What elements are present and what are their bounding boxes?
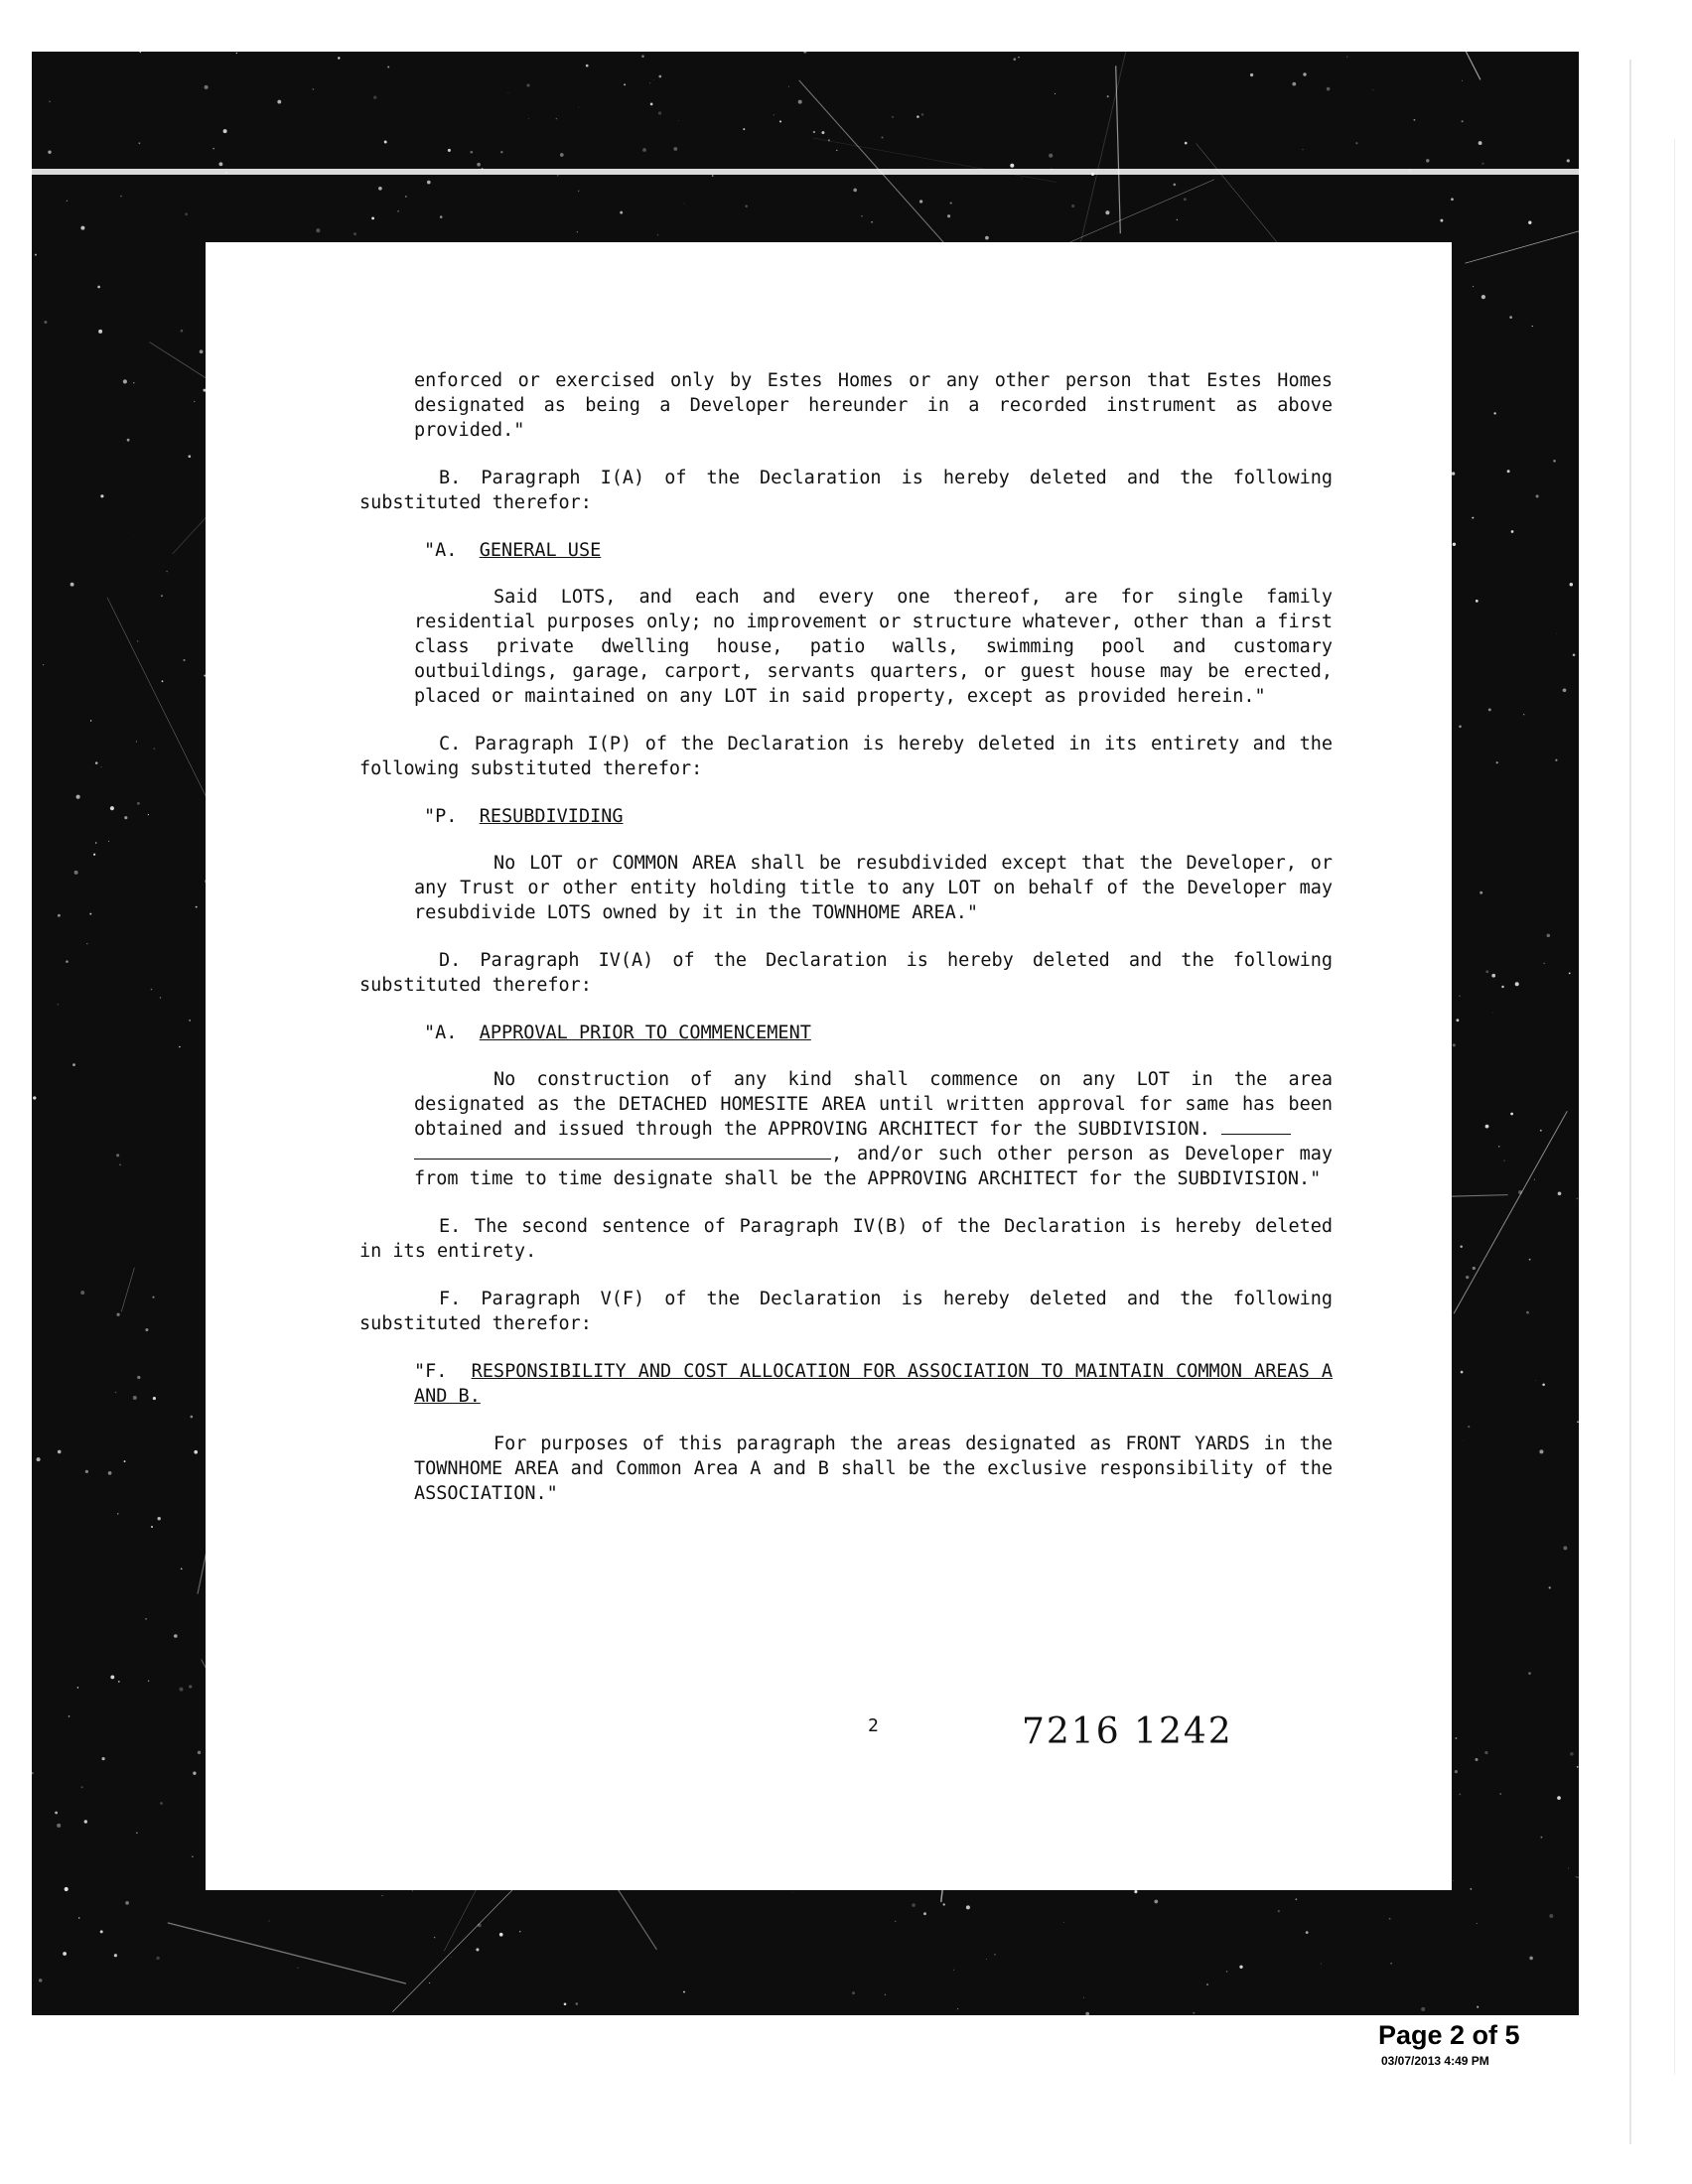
paragraph-d: D. Paragraph IV(A) of the Declaration is hereby deleted and the following substituted therefor: <box>359 950 1333 996</box>
blank-line <box>1221 1118 1291 1135</box>
print-timestamp: 03/07/2013 4:49 PM <box>1381 2054 1489 2068</box>
paragraph-b: B. Paragraph I(A) of the Declaration is hereby deleted and the following substituted therefor: <box>359 468 1333 513</box>
heading-resubdividing <box>359 804 1333 829</box>
document-page <box>206 242 1452 1890</box>
paragraph-f: F. Paragraph V(F) of the Declaration is hereby deleted and the following substituted therefor: <box>359 1289 1333 1334</box>
general-use-text: Said LOTS, and each and every one thereof, are for single family residential purposes only; no improvement or structure whatever, other than a first class private dwelling house, patio walls, swimming pool and customary outbuildings, garage, carport, servants quarters, or guest house may be erected, placed or maintained on any LOT in said property, except as provided herein." <box>414 587 1333 707</box>
heading-title: RESUBDIVIDING <box>479 806 624 827</box>
scan-edge-line <box>1674 139 1675 2075</box>
blank-line <box>414 1143 831 1160</box>
heading-prefix: "F. <box>414 1361 448 1382</box>
heading-general-use <box>359 538 1333 563</box>
heading-title: GENERAL USE <box>479 540 602 561</box>
approval-text-part3: Developer may from time to time designate shall be the APPROVING ARCHITECT for the SUBDIVISION." <box>414 1144 1333 1189</box>
scanned-page-frame <box>32 52 1579 2015</box>
heading-title: APPROVAL PRIOR TO COMMENCEMENT <box>479 1023 811 1043</box>
responsibility-text: For purposes of this paragraph the areas designated as FRONT YARDS in the TOWNHOME AREA and Common Area A and B shall be the exclusive responsibility of the ASSOCIATION." <box>414 1433 1333 1504</box>
heading-title: RESPONSIBILITY AND COST ALLOCATION FOR ASSOCIATION TO MAINTAIN COMMON AREAS A AND B. <box>414 1361 1334 1407</box>
heading-approval <box>359 1021 1333 1045</box>
heading-prefix: "P. <box>424 806 458 827</box>
paragraph-c: C. Paragraph I(P) of the Declaration is hereby deleted in its entirety and the following substituted therefor: <box>359 734 1333 779</box>
approval-text <box>359 1067 1333 1191</box>
resubdividing-text: No LOT or COMMON AREA shall be resubdivided except that the Developer, or any Trust or other entity holding title to any LOT on behalf of the Developer may resubdivide LOTS owned by it in the TOWNHOME AREA." <box>414 853 1333 923</box>
paragraph-e: E. The second sentence of Paragraph IV(B) of the Declaration is hereby deleted in its entirety. <box>359 1216 1333 1262</box>
scan-edge-line <box>1629 60 1631 2144</box>
approval-text-part1: No construction of any kind shall commence on any LOT in the area designated as the DETACHED HOMESITE AREA until written approval for same has been obtained and issued through the APPROVING ARCHITECT for the SUBDIVISION. <box>414 1069 1333 1140</box>
paragraph-continuation: enforced or exercised only by Estes Homes or any other person that Estes Homes designated as being a Developer hereunder in a recorded instrument as above provided." <box>414 370 1333 441</box>
page-count: Page 2 of 5 <box>1378 2020 1520 2050</box>
approval-text-part2: , and/or such other person as <box>831 1144 1171 1164</box>
heading-prefix: "A. <box>424 540 458 561</box>
book-page-stamp: 7216 1242 <box>1022 1711 1233 1752</box>
heading-responsibility <box>359 1359 1333 1409</box>
page-number: 2 <box>868 1715 879 1736</box>
document-body <box>359 368 1333 1529</box>
heading-prefix: "A. <box>424 1023 458 1043</box>
